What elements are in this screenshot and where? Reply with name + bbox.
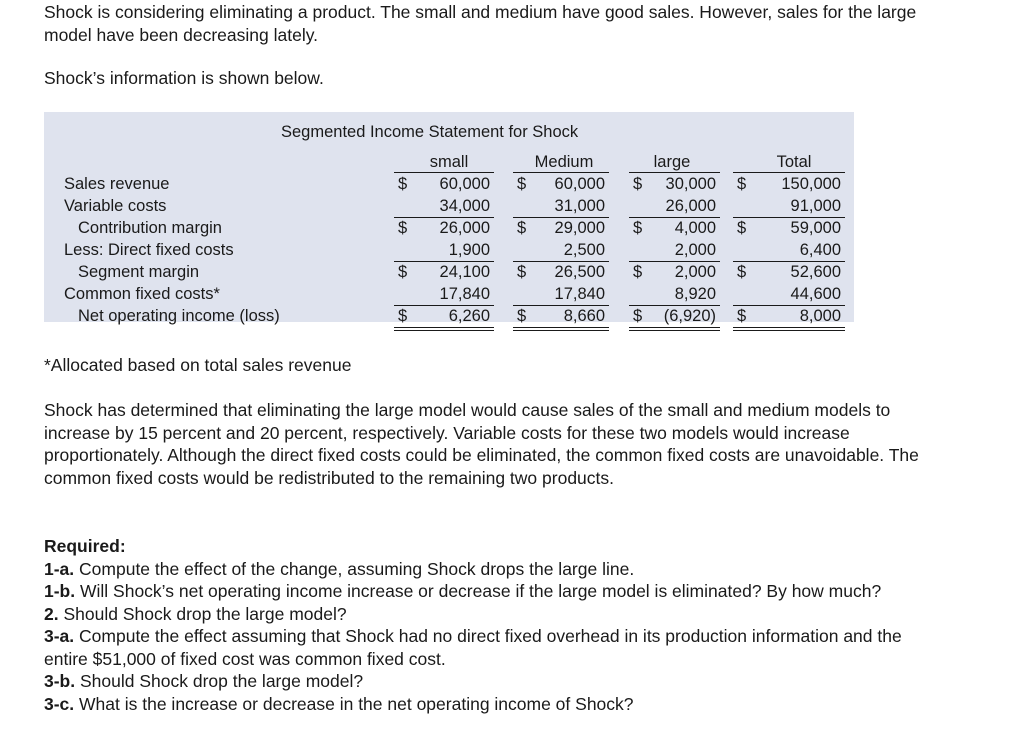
table-cell: 60,000 — [439, 175, 490, 193]
table-cell: 2,500 — [563, 241, 605, 259]
currency-symbol: $ — [398, 175, 408, 193]
currency-symbol: $ — [633, 307, 643, 325]
table-cell: 8,920 — [674, 285, 716, 303]
table-cell: 17,840 — [439, 285, 490, 303]
table-cell: 4,000 — [674, 219, 716, 237]
segmented-income-statement — [44, 112, 854, 334]
table-cell: 8,000 — [799, 307, 841, 325]
table-cell: 59,000 — [790, 219, 841, 237]
required-section — [44, 535, 924, 715]
table-cell: 26,000 — [665, 197, 716, 215]
required-item — [44, 670, 924, 693]
scenario-paragraph: Shock has determined that eliminating the large model would cause sales of the small and medium models to increase by 15 percent and 20 percent, respectively. Variable costs for these two models would increase proportionately. Although the direct fixed costs could be eliminated, the common fixed costs are unavoidable. The common fixed costs would be redistributed to the remaining two products. — [44, 400, 919, 488]
item-number: 3-c. — [44, 693, 75, 714]
table-cell: 24,100 — [439, 263, 490, 281]
header-underline — [513, 172, 609, 173]
required-item — [44, 558, 924, 581]
table-cell: 8,660 — [563, 307, 605, 325]
currency-symbol: $ — [737, 307, 747, 325]
currency-symbol: $ — [737, 263, 747, 281]
table-cell: 60,000 — [554, 175, 605, 193]
column-header: large — [653, 153, 691, 171]
table-cell: 29,000 — [554, 219, 605, 237]
total-double-underline — [629, 327, 720, 331]
item-text: Should Shock drop the large model? — [80, 671, 364, 691]
currency-symbol: $ — [517, 263, 527, 281]
row-label: Common fixed costs* — [64, 285, 220, 303]
item-number: 1-a. — [44, 558, 75, 579]
currency-symbol: $ — [517, 307, 527, 325]
item-text: Will Shock’s net operating income increase or decrease if the large model is eliminated? By how much? — [80, 581, 882, 601]
row-label: Contribution margin — [78, 219, 222, 237]
item-number: 3-a. — [44, 626, 75, 646]
required-item — [44, 625, 924, 670]
item-number: 1-b. — [44, 581, 76, 601]
table-cell: 31,000 — [554, 197, 605, 215]
header-underline — [629, 172, 720, 173]
info-line: Shock’s information is shown below. — [44, 68, 324, 88]
item-text: Compute the effect assuming that Shock had no direct fixed overhead in its production information and the entire $51,000 of fixed cost was common fixed cost. — [44, 626, 902, 669]
currency-symbol: $ — [398, 263, 408, 281]
table-cell: 150,000 — [781, 175, 841, 193]
currency-symbol: $ — [633, 219, 643, 237]
intro-paragraph: Shock is considering eliminating a product. The small and medium have good sales. However, sales for the large model have been decreasing lately. — [44, 2, 917, 45]
column-header: Medium — [534, 153, 594, 171]
table-cell: 2,000 — [674, 263, 716, 281]
currency-symbol: $ — [398, 307, 408, 325]
item-number: 3-b. — [44, 671, 76, 691]
currency-symbol: $ — [517, 219, 527, 237]
table-cell: 91,000 — [790, 197, 841, 215]
currency-symbol: $ — [737, 175, 747, 193]
total-double-underline — [513, 327, 609, 331]
row-label: Less: Direct fixed costs — [64, 241, 234, 259]
table-cell: 6,400 — [799, 241, 841, 259]
column-header: small — [429, 153, 469, 171]
table-cell: 30,000 — [665, 175, 716, 193]
table-cell: 26,000 — [439, 219, 490, 237]
header-underline — [733, 172, 845, 173]
currency-symbol: $ — [633, 175, 643, 193]
currency-symbol: $ — [517, 175, 527, 193]
item-text: What is the increase or decrease in the net operating income of Shock? — [79, 693, 634, 714]
row-label: Variable costs — [64, 197, 167, 215]
total-double-underline — [733, 327, 845, 331]
required-heading: Required: — [44, 536, 126, 556]
total-double-underline — [394, 327, 494, 331]
currency-symbol: $ — [398, 219, 408, 237]
column-header: Total — [776, 153, 812, 171]
item-text: Should Shock drop the large model? — [63, 603, 347, 624]
required-item — [44, 580, 924, 603]
table-cell: 17,840 — [554, 285, 605, 303]
table-title: Segmented Income Statement for Shock — [281, 123, 579, 141]
table-cell: 34,000 — [439, 197, 490, 215]
table-cell: 26,500 — [554, 263, 605, 281]
table-cell: 6,260 — [448, 307, 490, 325]
row-label: Net operating income (loss) — [78, 307, 280, 325]
required-item — [44, 603, 924, 626]
header-underline — [394, 172, 494, 173]
item-number: 2. — [44, 603, 59, 624]
table-cell: 1,900 — [448, 241, 490, 259]
item-text: Compute the effect of the change, assuming Shock drops the large line. — [79, 558, 635, 579]
required-item — [44, 693, 924, 716]
table-cell: 2,000 — [674, 241, 716, 259]
currency-symbol: $ — [633, 263, 643, 281]
table-cell: (6,920) — [663, 307, 716, 325]
row-label: Segment margin — [78, 263, 200, 281]
footnote: *Allocated based on total sales revenue — [44, 355, 352, 375]
table-cell: 44,600 — [790, 285, 841, 303]
row-label: Sales revenue — [64, 175, 170, 193]
table-cell: 52,600 — [790, 263, 841, 281]
currency-symbol: $ — [737, 219, 747, 237]
